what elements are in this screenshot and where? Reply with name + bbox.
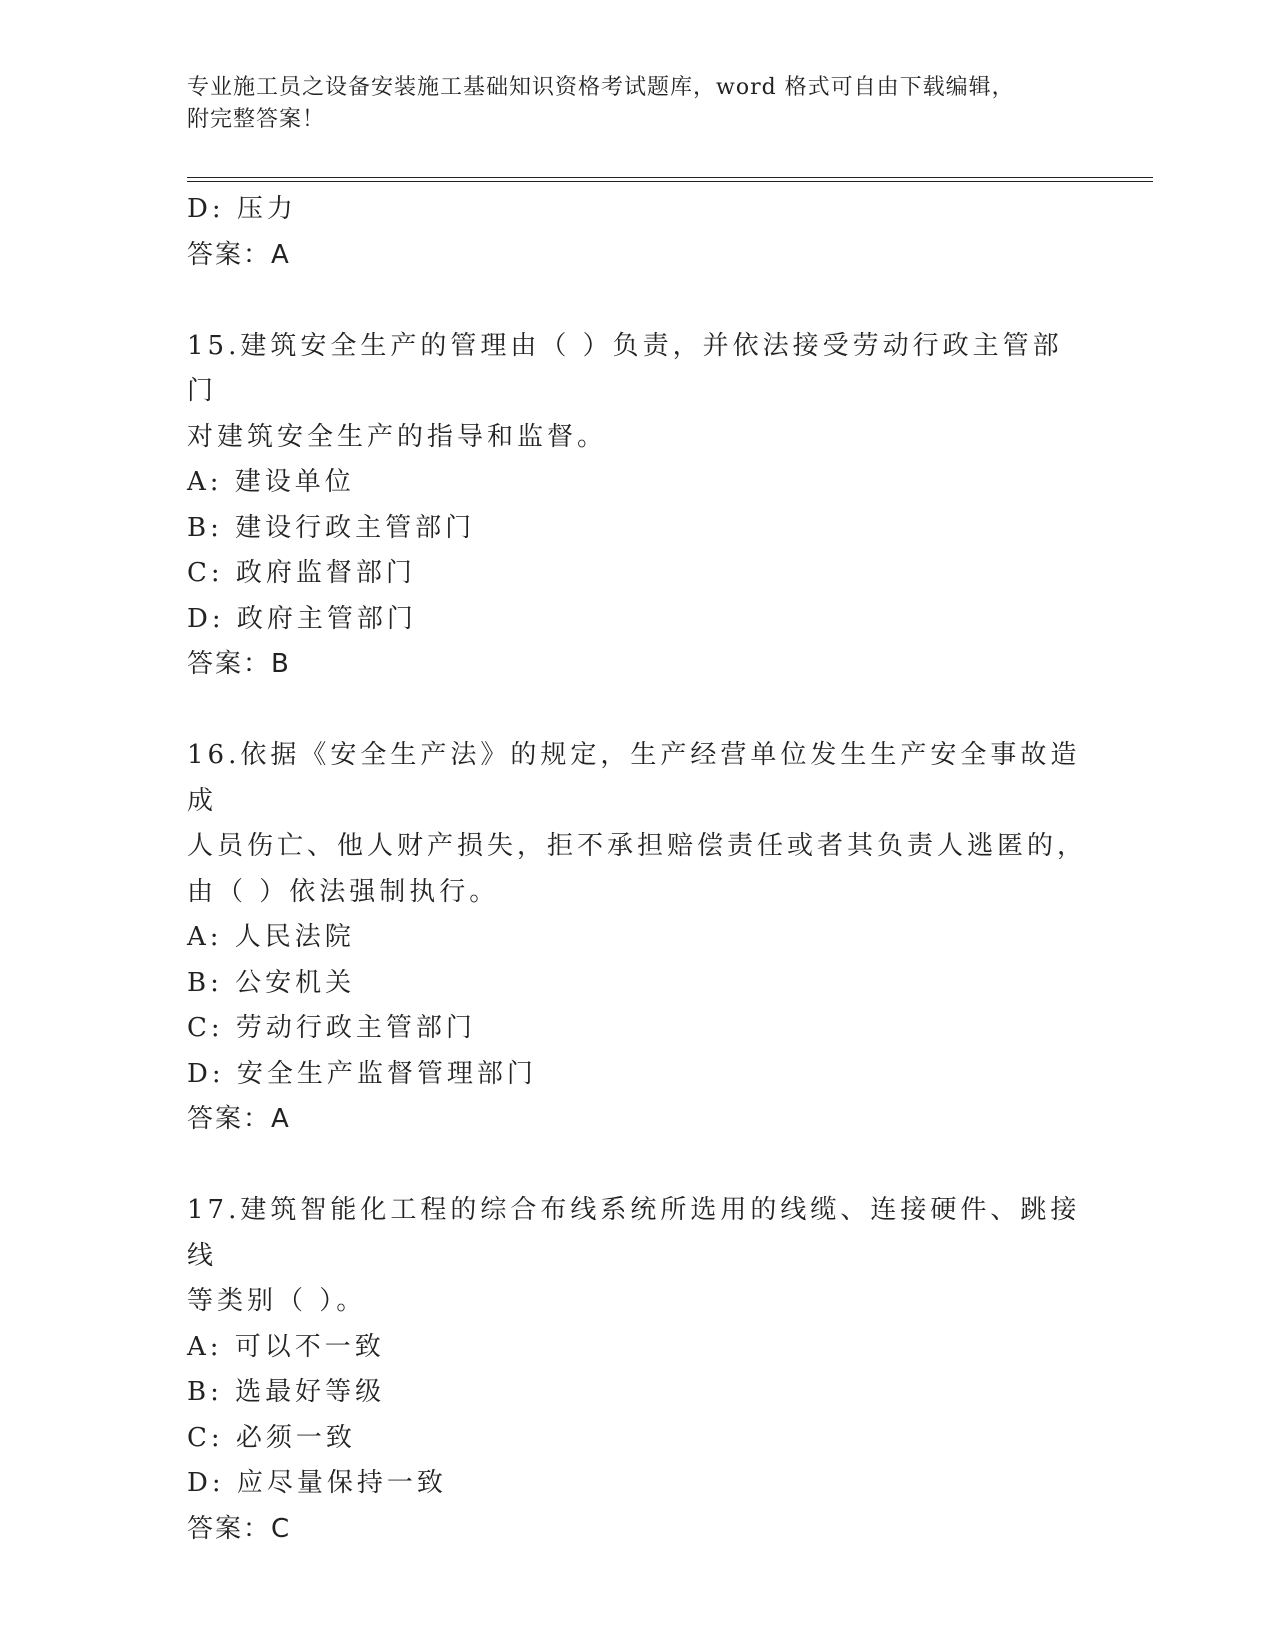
option-c: C: 必须一致 xyxy=(187,1422,356,1453)
spacer xyxy=(187,278,1087,324)
answer: 答案：A xyxy=(187,1104,291,1134)
question-17 xyxy=(187,1188,1087,1552)
option-b: B: 选最好等级 xyxy=(187,1377,386,1407)
header-rule-bottom xyxy=(187,181,1153,182)
option-c: C: 劳动行政主管部门 xyxy=(187,1013,476,1043)
option-a: A: 建设单位 xyxy=(187,467,355,497)
document-body xyxy=(187,187,1087,1552)
question-text-line: 人员伤亡、他人财产损失，拒不承担赔偿责任或者其负责人逃匿的， xyxy=(187,831,1088,861)
carryover-answer: 答案：A xyxy=(187,239,291,270)
question-text-line: 16.依据《安全生产法》的规定，生产经营单位发生生产安全事故造成 xyxy=(187,740,1081,816)
option-d: D: 安全生产监督管理部门 xyxy=(187,1058,537,1089)
question-15 xyxy=(187,324,1087,688)
option-a: A: 可以不一致 xyxy=(187,1331,385,1362)
spacer xyxy=(187,1143,1087,1189)
answer: 答案：B xyxy=(187,649,291,679)
question-text-line: 等类别（ ）。 xyxy=(187,1286,367,1316)
answer: 答案：C xyxy=(187,1513,292,1544)
question-text-line: 15.建筑安全生产的管理由（ ）负责，并依法接受劳动行政主管部门 xyxy=(187,330,1063,406)
page-header xyxy=(187,72,1067,136)
option-b: B: 建设行政主管部门 xyxy=(187,512,476,543)
header-line-2: 附完整答案！ xyxy=(187,107,326,132)
option-b: B: 公安机关 xyxy=(187,967,356,998)
option-c: C: 政府监督部门 xyxy=(187,558,416,588)
option-a: A: 人民法院 xyxy=(187,922,355,952)
option-d: D: 政府主管部门 xyxy=(187,603,417,634)
option-d: D: 应尽量保持一致 xyxy=(187,1468,447,1498)
carryover-option-d: D: 压力 xyxy=(187,194,297,224)
question-text-line: 由（ ）依法强制执行。 xyxy=(187,876,500,907)
spacer xyxy=(187,688,1087,734)
question-16 xyxy=(187,733,1087,1143)
question-text-line: 17.建筑智能化工程的综合布线系统所选用的线缆、连接硬件、跳接线 xyxy=(187,1195,1081,1271)
question-text-line: 对建筑安全生产的指导和监督。 xyxy=(187,421,608,452)
header-rule-top xyxy=(187,177,1153,178)
header-line-1: 专业施工员之设备安装施工基础知识资格考试题库，word 格式可自由下载编辑， xyxy=(187,75,1015,100)
